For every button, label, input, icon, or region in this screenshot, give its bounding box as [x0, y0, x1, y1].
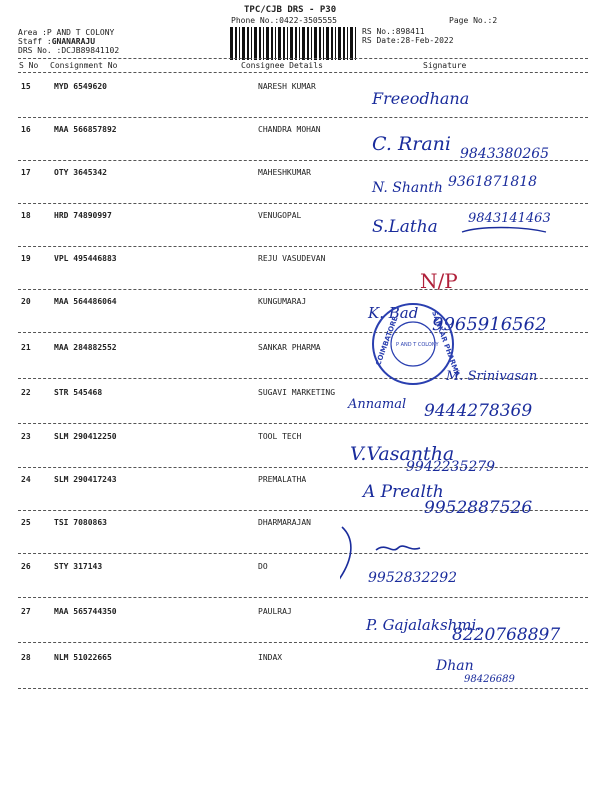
- signature-handwriting: K. Bad: [368, 304, 419, 322]
- signature-handwriting: A Prealth: [363, 482, 444, 502]
- row-consignee: SANKAR PHARMA: [258, 343, 321, 352]
- row-consignee: DO: [258, 562, 268, 571]
- row-consignee: TOOL TECH: [258, 432, 302, 441]
- phone-handwriting: 9843380265: [460, 146, 550, 162]
- signature-handwriting: Annamal: [348, 397, 407, 412]
- barcode-bar: [283, 27, 285, 60]
- barcode-bar: [235, 27, 237, 60]
- signature-handwriting: Dhan: [436, 658, 474, 674]
- row-consignee: REJU VASUDEVAN: [258, 254, 326, 263]
- row-consignment-no: SLM 290417243: [54, 475, 117, 484]
- barcode-bar: [271, 27, 273, 60]
- staff-label: Staff :: [18, 37, 52, 46]
- row-consignment-no: MAA 284882552: [54, 343, 117, 352]
- not-present-mark: N/P: [420, 269, 458, 293]
- phone-handwriting: 9942235279: [406, 459, 496, 475]
- row-consignee: PAULRAJ: [258, 607, 292, 616]
- barcode-bar: [331, 27, 333, 60]
- barcode-bar: [290, 27, 293, 60]
- barcode-bar: [319, 27, 321, 60]
- row-consignee: DHARMARAJAN: [258, 518, 311, 527]
- signature-handwriting: Freeodhana: [372, 89, 470, 108]
- phone-handwriting: 9952832292: [368, 570, 458, 586]
- barcode-bar: [314, 27, 317, 60]
- phone-handwriting: 9965916562: [432, 314, 547, 335]
- phone-number: Phone No.:0422-3505555: [231, 16, 337, 25]
- barcode-bar: [259, 27, 261, 60]
- row-consignment-no: OTY 3645342: [54, 168, 107, 177]
- row-consignee: MAHESHKUMAR: [258, 168, 311, 177]
- barcode-bar: [266, 27, 269, 60]
- signature-handwriting: C. Rrani: [372, 133, 451, 155]
- header-rule-top: [18, 58, 588, 59]
- row-consignment-no: TSI 7080863: [54, 518, 107, 527]
- phone-handwriting: 9444278369: [424, 401, 533, 421]
- row-consignment-no: STR 545468: [54, 388, 103, 397]
- sheet-title: TPC/CJB DRS - P30: [244, 5, 337, 15]
- phone-handwriting: 8220768897: [452, 625, 561, 645]
- row-sno: 20: [21, 297, 31, 306]
- row-consignment-no: HRD 74890997: [54, 211, 112, 220]
- row-sno: 15: [21, 82, 31, 91]
- phone-handwriting: 9952887526: [424, 498, 533, 518]
- row-sno: 27: [21, 607, 31, 616]
- barcode-bar: [295, 27, 297, 60]
- row-sno: 26: [21, 562, 31, 571]
- row-consignment-no: MYD 6549620: [54, 82, 107, 91]
- row-consignment-no: SLM 290412250: [54, 432, 117, 441]
- signature-handwriting: P. Gajalakshmi.: [366, 616, 482, 634]
- row-sno: 18: [21, 211, 31, 220]
- row-consignee: KUNGUMARAJ: [258, 297, 307, 306]
- rs-number: RS No.:898411: [362, 27, 425, 36]
- barcode-bar: [287, 27, 288, 60]
- barcode-bar: [347, 27, 348, 60]
- barcode-bar: [278, 27, 281, 60]
- area-label: Area :P AND T COLONY: [18, 28, 115, 37]
- row-consignee: VENUGOPAL: [258, 211, 302, 220]
- barcode-bar: [251, 27, 252, 60]
- row-consignee: INDAX: [258, 653, 283, 662]
- col-header-consignee: Consignee Details: [241, 61, 323, 70]
- col-header-consignment: Consignment No: [50, 61, 118, 70]
- col-header-signature: Signature: [423, 61, 467, 70]
- barcode-bar: [263, 27, 264, 60]
- barcode-bar: [230, 27, 233, 60]
- rs-date: RS Date:28-Feb-2022: [362, 36, 454, 45]
- barcode-bar: [311, 27, 312, 60]
- row-sno: 17: [21, 168, 31, 177]
- phone-handwriting: 9361871818: [448, 174, 538, 190]
- col-header-sno: S No: [19, 61, 39, 70]
- barcode-bar: [307, 27, 309, 60]
- signature-scribble: [376, 546, 420, 550]
- barcode-bar: [338, 27, 341, 60]
- barcode-bar: [302, 27, 305, 60]
- staff-name: GNANARAJU: [51, 37, 96, 46]
- signature-handwriting: N. Shanth: [372, 180, 443, 196]
- signature-handwriting: M. Srinivasan: [446, 369, 538, 384]
- page-number: Page No.:2: [449, 16, 498, 25]
- row-sno: 22: [21, 388, 31, 397]
- barcode-bar: [355, 27, 356, 60]
- signature-handwriting: S.Latha: [372, 217, 438, 237]
- signature-handwriting: V.Vasantha: [350, 443, 455, 465]
- barcode-bar: [254, 27, 257, 60]
- phone-handwriting: 9843141463: [468, 211, 551, 226]
- barcode-bar: [242, 27, 245, 60]
- drs-number: DRS No. :DCJB89841102: [18, 46, 120, 55]
- row-sno: 19: [21, 254, 31, 263]
- row-consignment-no: NLM 51022665: [54, 653, 112, 662]
- signature-column: [340, 76, 590, 716]
- row-consignment-no: MAA 564486064: [54, 297, 117, 306]
- barcode-bar: [275, 27, 276, 60]
- barcode-bar: [350, 27, 353, 60]
- stamp-area-text: P AND T COLONY: [396, 342, 439, 348]
- row-consignee: NARESH KUMAR: [258, 82, 316, 91]
- row-consignment-no: STY 317143: [54, 562, 103, 571]
- header-rule-bottom: [18, 72, 588, 73]
- row-consignee: PREMALATHA: [258, 475, 307, 484]
- row-sno: 16: [21, 125, 31, 134]
- stamp-company-text: SANKAR PHARMA: [430, 309, 462, 378]
- row-consignee: CHANDRA MOHAN: [258, 125, 321, 134]
- strike-scribble: [462, 228, 546, 233]
- row-sno: 25: [21, 518, 31, 527]
- row-sno: 28: [21, 653, 31, 662]
- row-consignment-no: MAA 565744350: [54, 607, 117, 616]
- barcode-bar: [323, 27, 324, 60]
- barcode-bar: [326, 27, 329, 60]
- row-consignee: SUGAVI MARKETING: [258, 388, 336, 397]
- row-sno: 23: [21, 432, 31, 441]
- stamp-city-text: COIMBATORE: [374, 315, 400, 367]
- phone-handwriting: 98426689: [464, 674, 515, 685]
- row-sno: 21: [21, 343, 31, 352]
- barcode-bar: [335, 27, 336, 60]
- row-consignment-no: MAA 566857892: [54, 125, 117, 134]
- signature-scribble: [340, 527, 351, 600]
- barcode-bar: [299, 27, 300, 60]
- barcode-bar: [343, 27, 345, 60]
- barcode-bar: [239, 27, 240, 60]
- row-sno: 24: [21, 475, 31, 484]
- barcode: [230, 27, 356, 60]
- barcode-bar: [247, 27, 249, 60]
- row-consignment-no: VPL 495446883: [54, 254, 117, 263]
